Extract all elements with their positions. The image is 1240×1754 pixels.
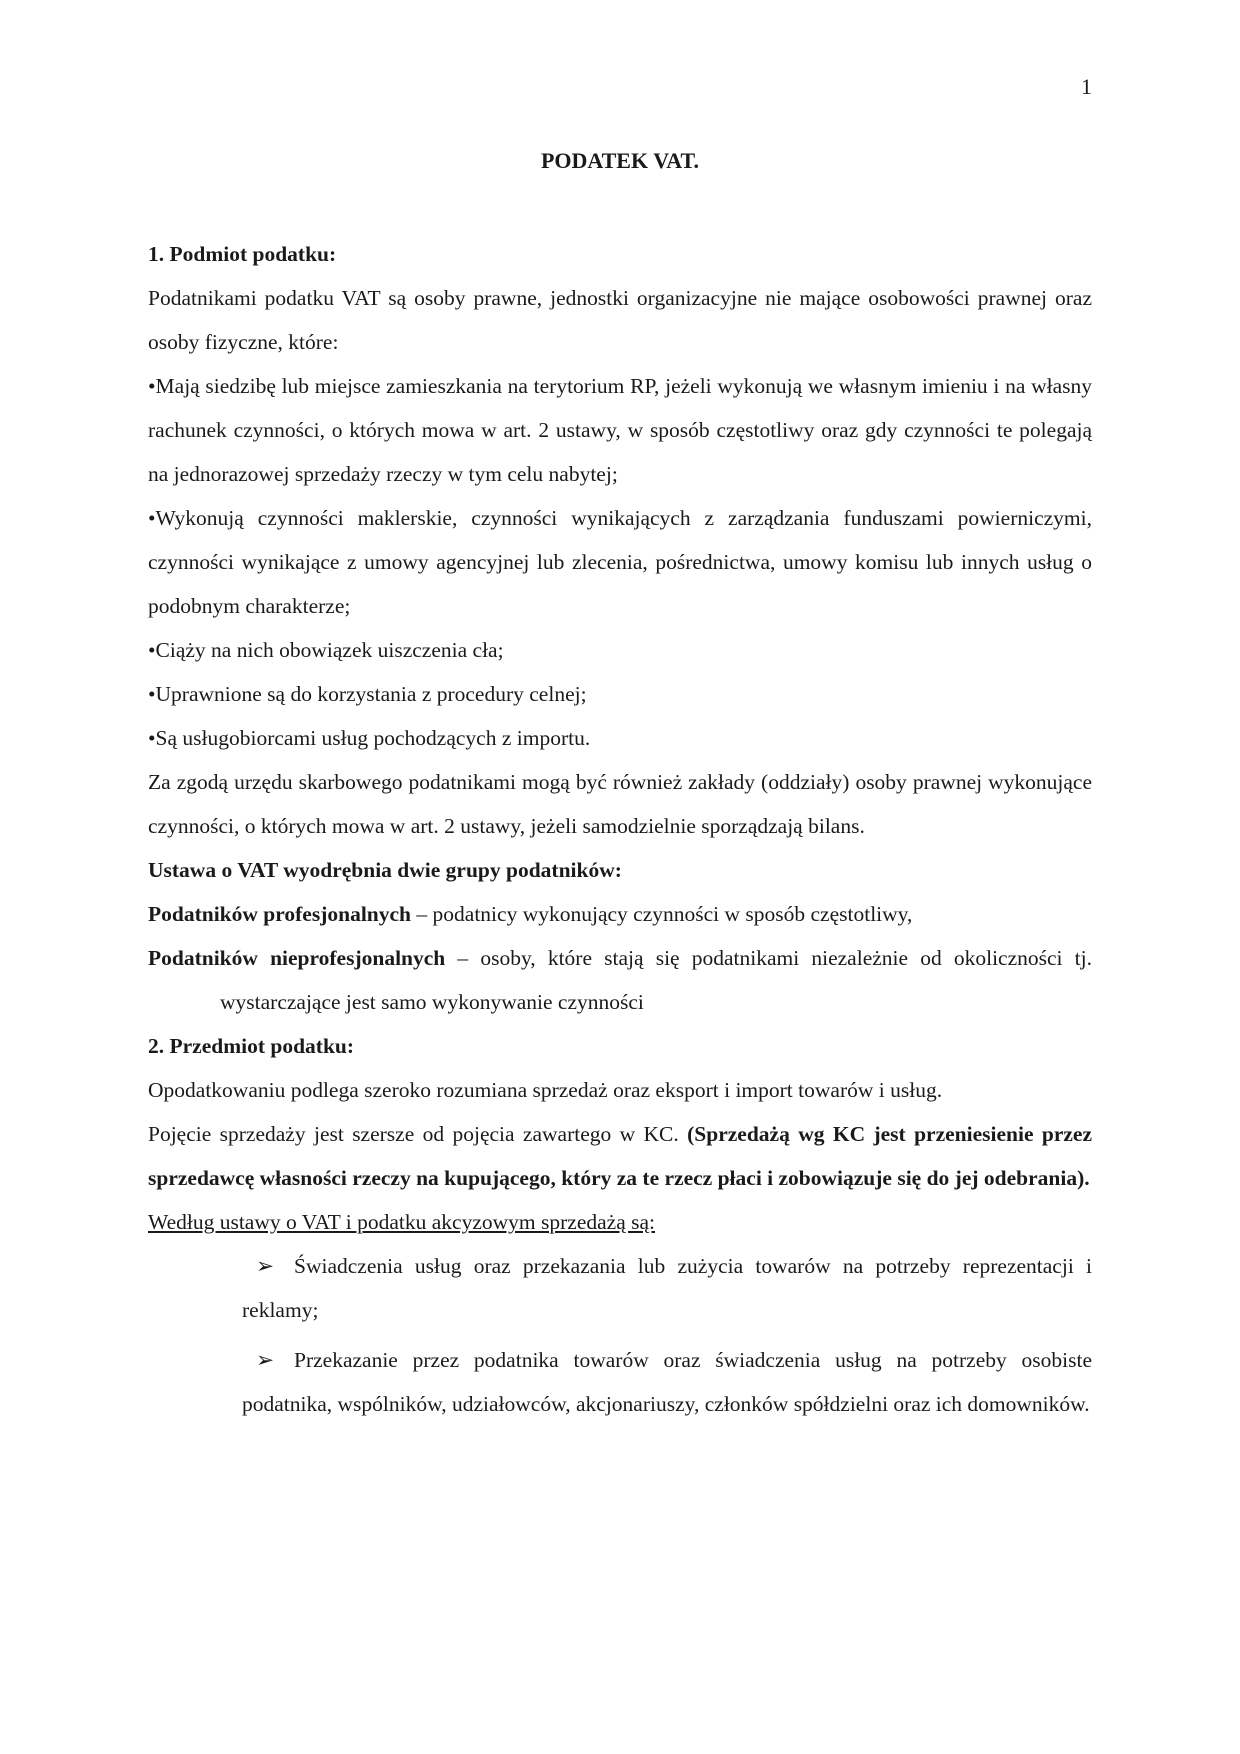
bullet-icon: •: [148, 638, 156, 662]
bullet-item: •Są usługobiorcami usług pochodzących z importu.: [148, 726, 591, 750]
group-professional: Podatników profesjonalnych – podatnicy wykonujący czynności w sposób częstotliwy,: [148, 902, 913, 926]
document-body: [148, 232, 1092, 1426]
underlined-line: Według ustawy o VAT i podatku akcyzowym sprzedażą są:: [148, 1210, 655, 1234]
bullet-icon: •: [148, 374, 156, 398]
bullet-item: •Uprawnione są do korzystania z procedury celnej;: [148, 682, 587, 706]
section2-heading: 2. Przedmiot podatku:: [148, 1034, 355, 1058]
arrow-right-icon: ➢: [256, 1348, 275, 1372]
bullet-icon: •: [148, 506, 156, 530]
kc-definition: (Sprzedażą wg KC jest przeniesienie przez sprzedawcę własności rzeczy na kupującego, który za te rzecz płaci i zobowiązuje się do jej odebrania): [148, 1122, 1092, 1190]
bullet-item: •Ciąży na nich obowiązek uiszczenia cła;: [148, 638, 504, 662]
consent-paragraph: Za zgodą urzędu skarbowego podatnikami mogą być również zakłady (oddziały) osoby prawnej wykonujące czynności, o których mowa w art. 2 ustawy, jeżeli samodzielnie sporządzają bilans.: [148, 770, 1092, 838]
groups-heading: Ustawa o VAT wyodrębnia dwie grupy podatników:: [148, 858, 622, 882]
group-nonprofessional-label: Podatników nieprofesjonalnych: [148, 946, 446, 970]
section1-heading: 1. Podmiot podatku:: [148, 242, 337, 266]
arrow-right-icon: ➢: [256, 1254, 275, 1278]
bullet-icon: •: [148, 726, 156, 750]
group-professional-label: Podatników profesjonalnych: [148, 902, 412, 926]
page-number: 1: [1081, 74, 1092, 99]
section2-para2: Pojęcie sprzedaży jest szersze od pojęcia zawartego w KC. (Sprzedażą wg KC jest przeniesienie przez sprzedawcę własności rzeczy na kupującego, który za te rzecz płaci i zobowiązuje się do jej odebrania).: [148, 1122, 1092, 1190]
bullet-item: •Mają siedzibę lub miejsce zamieszkania na terytorium RP, jeżeli wykonują we własnym imieniu i na własny rachunek czynności, o których mowa w art. 2 ustawy, w sposób częstotliwy oraz gdy czynności te polegają na jednorazowej sprzedaży rzeczy w tym celu nabytej;: [148, 374, 1092, 486]
list-item: ➢ Świadczenia usług oraz przekazania lub zużycia towarów na potrzeby reprezentacji i reklamy;: [242, 1244, 1092, 1332]
section2-para1: Opodatkowaniu podlega szeroko rozumiana sprzedaż oraz eksport i import towarów i usług.: [148, 1078, 943, 1102]
document-title: PODATEK VAT.: [540, 148, 700, 173]
section1-intro: Podatnikami podatku VAT są osoby prawne, jednostki organizacyjne nie mające osobowości prawnej oraz osoby fizyczne, które:: [148, 286, 1092, 354]
list-item: ➢ Przekazanie przez podatnika towarów oraz świadczenia usług na potrzeby osobiste podatnika, wspólników, udziałowców, akcjonariuszy, członków spółdzielni oraz ich domowników.: [242, 1338, 1092, 1426]
group-nonprofessional: Podatników nieprofesjonalnych – osoby, które stają się podatnikami niezależnie od okoliczności tj. wystarczające jest samo wykonywanie czynności: [148, 946, 1092, 1014]
bullet-icon: •: [148, 682, 156, 706]
bullet-item: •Wykonują czynności maklerskie, czynności wynikających z zarządzania funduszami powierniczymi, czynności wynikające z umowy agencyjnej lub zlecenia, pośrednictwa, umowy komisu lub innych usług o podobnym charakterze;: [148, 506, 1092, 618]
arrow-list: [242, 1244, 1092, 1426]
